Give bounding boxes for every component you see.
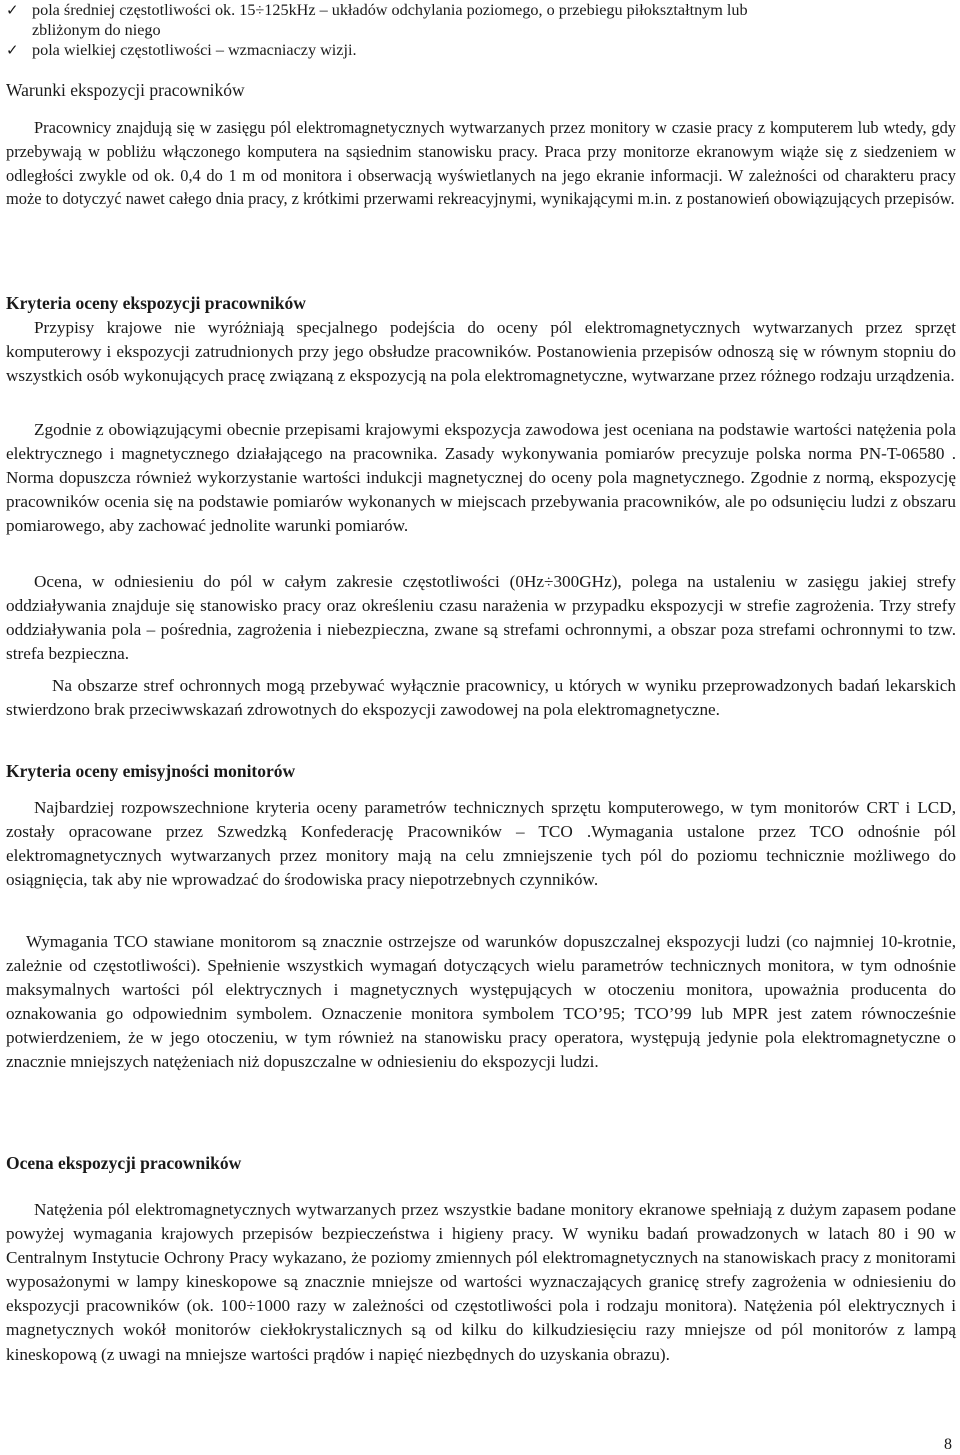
bullet-text-continuation: zbliżonym do niego: [32, 21, 161, 39]
section-heading-ocena: Ocena ekspozycji pracowników: [6, 1153, 242, 1173]
bullet-list: [0, 0, 960, 60]
paragraph-kryteria-1: Przypisy krajowe nie wyróżniają specjalnego podejścia do oceny pól elektromagnetycznych wytwarzanych przez sprzęt komputerowy i ekspozycji zatrudnionych przy jego obsłudze pracowników. Postanowienia przepisów odnoszą się w równym stopniu do wszystkich osób wykonujących pracę związaną z ekspozycją na pola elektromagnetyczne, wytwarzane przez różnego rodzaju urządzenia.: [6, 318, 956, 386]
section-heading-warunki: Warunki ekspozycji pracowników: [6, 80, 245, 100]
paragraph-kryteria-2: Zgodnie z obowiązującymi obecnie przepisami krajowymi ekspozycja zawodowa jest oceniana na podstawie wartości natężenia pola elektrycznego i magnetycznego działającego na pracownika. Zasady wykonywania pomiarów precyzuje polska norma PN-T-06580 . Norma dopuszcza również wykorzystanie wartości indukcji magnetycznej do oceny pola magnetycznego. Zgodnie z normą, ekspozycję pracowników ocenia się na podstawie pomiarów wykonanych w miejscach przebywania pracowników, ale po odsunięciu ludzi z obszaru pomiarowego, aby zachować jednolite warunki pomiarów.: [6, 420, 956, 536]
bullet-item: [0, 0, 960, 40]
bullet-item: [0, 40, 960, 60]
paragraph-ocena: Natężenia pól elektromagnetycznych wytwarzanych przez wszystkie badane monitory ekranowe spełniają z dużym zapasem podane powyżej wymagania krajowych przepisów bezpieczeństwa i higieny pracy. W wyniku badań prowadzonych w latach 80 i 90 w Centralnym Instytucie Ochrony Pracy wykazano, że poziomy zmiennych pól elektromagnetycznych na stanowiskach pracy z monitorami wyposażonymi w lampy kineskopowe są znacznie mniejsze od wartości wyznaczających granicę strefy zagrożenia w odniesieniu do ekspozycji pracowników (ok. 100÷1000 razy w zależności od częstotliwości pola i rodzaju monitora). Natężenia pól elektrycznych i magnetycznych wokół monitorów ciekłokrystalicznych są od kilku do kilkudziesięciu razy mniejsze od pól monitorów z lampą kineskopową (z uwagi na mniejsze wartości prądów i napięć niezbędnych do uzyskania obrazu).: [6, 1200, 956, 1364]
checkmark-icon: ✓: [6, 41, 19, 59]
bullet-text: pola średniej częstotliwości ok. 15÷125kHz – układów odchylania poziomego, o przebiegu piłokształtnym lub: [32, 1, 748, 19]
paragraph-warunki: Pracownicy znajdują się w zasięgu pól elektromagnetycznych wytwarzanych przez monitory w czasie pracy z komputerem lub wtedy, gdy przebywają w pobliżu włączonego komputera na sąsiednim stanowisku pracy. Praca przy monitorze ekranowym wiąże się z siedzeniem w odległości zwykle od ok. 0,4 do 1 m od monitora i obserwacją wyświetlanych na jego ekranie informacji. W zależności od charakteru pracy może to dotyczyć nawet całego dnia pracy, z krótkimi przerwami rekreacyjnymi, wynikającymi m.in. z postanowień obowiązujących przepisów.: [6, 118, 956, 209]
section-heading-kryteria-emisyjnosci: Kryteria oceny emisyjności monitorów: [6, 761, 296, 781]
paragraph-emisyjnosci-1: Najbardziej rozpowszechnione kryteria oceny parametrów technicznych sprzętu komputerowego, w tym monitorów CRT i LCD, zostały opracowane przez Szwedzką Konfederację Pracowników – TCO .Wymagania ustalone przez TCO odnośnie pól elektromagnetycznych wytwarzanych przez monitory mają na celu zmniejszenie tych pól do poziomu technicznie możliwego do osiągnięcia, tak aby nie wprowadzać do środowiska pracy niepotrzebnych czynników.: [6, 798, 956, 890]
bullet-text: pola wielkiej częstotliwości – wzmacniaczy wizji.: [32, 41, 357, 59]
paragraph-kryteria-3: Ocena, w odniesieniu do pól w całym zakresie częstotliwości (0Hz÷300GHz), polega na ustaleniu w zasięgu jakiej strefy oddziaływania znajduje się stanowisko pracy oraz określeniu czasu narażenia w przypadku ekspozycji w strefie zagrożenia. Trzy strefy oddziaływania pola – pośrednia, zagrożenia i niebezpieczna, zwane są strefami ochronnymi, a obszar poza strefami ochronnymi to tzw. strefa bezpieczna.: [6, 572, 956, 664]
checkmark-icon: ✓: [6, 1, 19, 19]
section-heading-kryteria-ekspozycji: Kryteria oceny ekspozycji pracowników: [6, 293, 306, 313]
paragraph-emisyjnosci-2: Wymagania TCO stawiane monitorom są znacznie ostrzejsze od warunków dopuszczalnej ekspozycji ludzi (co najmniej 10-krotnie, zależnie od częstotliwości). Spełnienie wszystkich wymagań dotyczących wielu parametrów technicznych monitora, w tym odnośnie maksymalnych wartości pól elektrycznych i magnetycznych występujących w otoczeniu monitora, upoważnia producenta do oznakowania go odpowiednim symbolem. Oznaczenie monitora symbolem TCO’95; TCO’99 lub MPR jest zatem równocześnie potwierdzeniem, że w jego otoczeniu, w tym również na stanowisku pracy operatora, występują jedynie pola elektromagnetyczne o znacznie mniejszych natężeniach niż dopuszczalne w odniesieniu do ekspozycji ludzi.: [6, 932, 956, 1072]
page-number: 8: [944, 1436, 952, 1453]
paragraph-kryteria-4: Na obszarze stref ochronnych mogą przebywać wyłącznie pracownicy, u których w wyniku przeprowadzonych badań lekarskich stwierdzono brak przeciwwskazań zdrowotnych do ekspozycji zawodowej na pola elektromagnetyczne.: [6, 676, 956, 720]
